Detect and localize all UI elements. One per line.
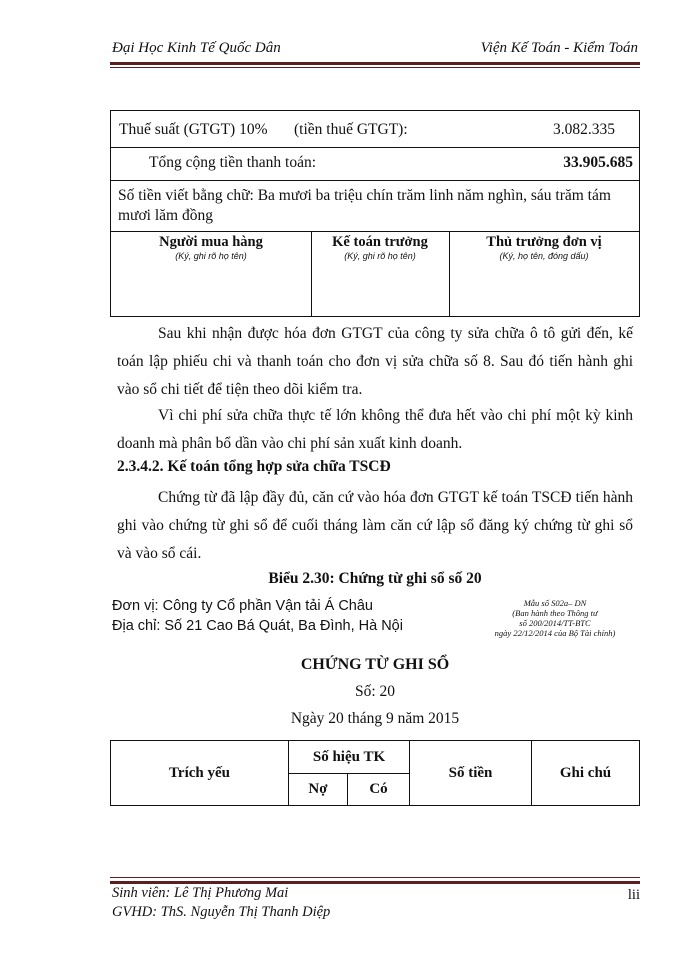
form-note-line2: (Ban hành theo Thông tư — [512, 608, 598, 618]
column-account: Số hiệu TK — [288, 740, 410, 774]
page-number: lii — [627, 887, 640, 903]
footer-rule-thick — [110, 881, 640, 884]
total-label: Tổng cộng tiền thanh toán: — [149, 154, 317, 171]
footer-rule-thin — [110, 877, 640, 878]
form-note-line4: ngày 22/12/2014 của Bộ Tài chính) — [494, 628, 616, 638]
vat-label: Thuế suất (GTGT) 10% — [119, 121, 268, 138]
column-debit: Nợ — [288, 773, 348, 806]
signature-director — [449, 232, 639, 316]
signature-buyer-title: Người mua hàng — [159, 234, 263, 250]
signature-director-note: (Ký, họ tên, đóng dấu) — [499, 251, 589, 261]
figure-caption: Biểu 2.30: Chứng từ ghi sổ số 20 — [268, 570, 482, 587]
company-unit: Đơn vị: Công ty Cổ phần Vận tải Á Châu — [112, 598, 373, 614]
paragraph-1: Sau khi nhận được hóa đơn GTGT của công ty sửa chữa ô tô gửi đến, kế toán lập phiếu chi và thanh toán cho đơn vị sửa chữa số 8. Sau đó tiến hành ghi vào sổ chi tiết để tiện theo dõi kiểm tra. — [117, 325, 633, 398]
signature-block — [110, 231, 640, 317]
company-address: Địa chỉ: Số 21 Cao Bá Quát, Ba Đình, Hà Nội — [112, 618, 403, 634]
voucher-number: Số: 20 — [354, 683, 396, 700]
voucher-table — [110, 740, 640, 806]
vat-amount: 3.082.335 — [553, 121, 615, 138]
amount-in-words-row — [110, 180, 640, 232]
signature-chief-accountant-note: (Ký, ghi rõ họ tên) — [344, 251, 416, 261]
footer-advisor: GVHD: ThS. Nguyễn Thị Thanh Diệp — [112, 904, 331, 920]
form-note-line1: Mẫu số S02a– DN — [523, 598, 587, 608]
voucher-title: CHỨNG TỪ GHI SỔ — [300, 656, 450, 673]
header-rule-thick — [110, 62, 640, 65]
signature-director-title: Thủ trưởng đơn vị — [486, 234, 602, 250]
amount-in-words: Số tiền viết bằng chữ: Ba mươi ba triệu chín trăm linh năm nghìn, sáu trăm tám mươi lăm đồng — [118, 187, 611, 224]
footer-student: Sinh viên: Lê Thị Phương Mai — [112, 885, 289, 901]
header-university: Đại Học Kinh Tế Quốc Dân — [112, 40, 281, 56]
signature-buyer-note: (Ký, ghi rõ họ tên) — [175, 251, 247, 261]
paragraph-2: Vì chi phí sửa chữa thực tế lớn không thể đưa hết vào chi phí một kỳ kinh doanh mà phân bổ dần vào chi phí sản xuất kinh doanh. — [117, 407, 633, 452]
voucher-date: Ngày 20 tháng 9 năm 2015 — [290, 710, 460, 727]
header-rule-thin — [110, 67, 640, 68]
paragraph-3: Chứng từ đã lập đầy đủ, căn cứ vào hóa đơn GTGT kế toán TSCĐ tiến hành ghi vào chứng từ ghi sổ để cuối tháng làm căn cứ lập sổ đăng ký chứng từ ghi sổ và vào sổ cái. — [117, 489, 633, 562]
form-note — [480, 598, 630, 638]
signature-buyer — [111, 232, 312, 316]
signature-chief-accountant — [311, 232, 450, 316]
form-note-line3: số 200/2014/TT-BTC — [519, 618, 591, 628]
header-institute: Viện Kế Toán - Kiểm Toán — [480, 40, 638, 56]
total-row — [110, 147, 640, 181]
signature-chief-accountant-title: Kế toán trưởng — [332, 234, 428, 250]
vat-amount-label: (tiền thuế GTGT): — [294, 121, 408, 138]
section-heading: 2.3.4.2. Kế toán tổng hợp sửa chữa TSCĐ — [117, 458, 391, 475]
column-amount: Số tiền — [409, 740, 532, 806]
column-note: Ghi chú — [531, 740, 640, 806]
column-credit: Có — [347, 773, 410, 806]
column-description: Trích yếu — [110, 740, 289, 806]
vat-row — [110, 110, 640, 148]
total-amount: 33.905.685 — [563, 154, 633, 171]
